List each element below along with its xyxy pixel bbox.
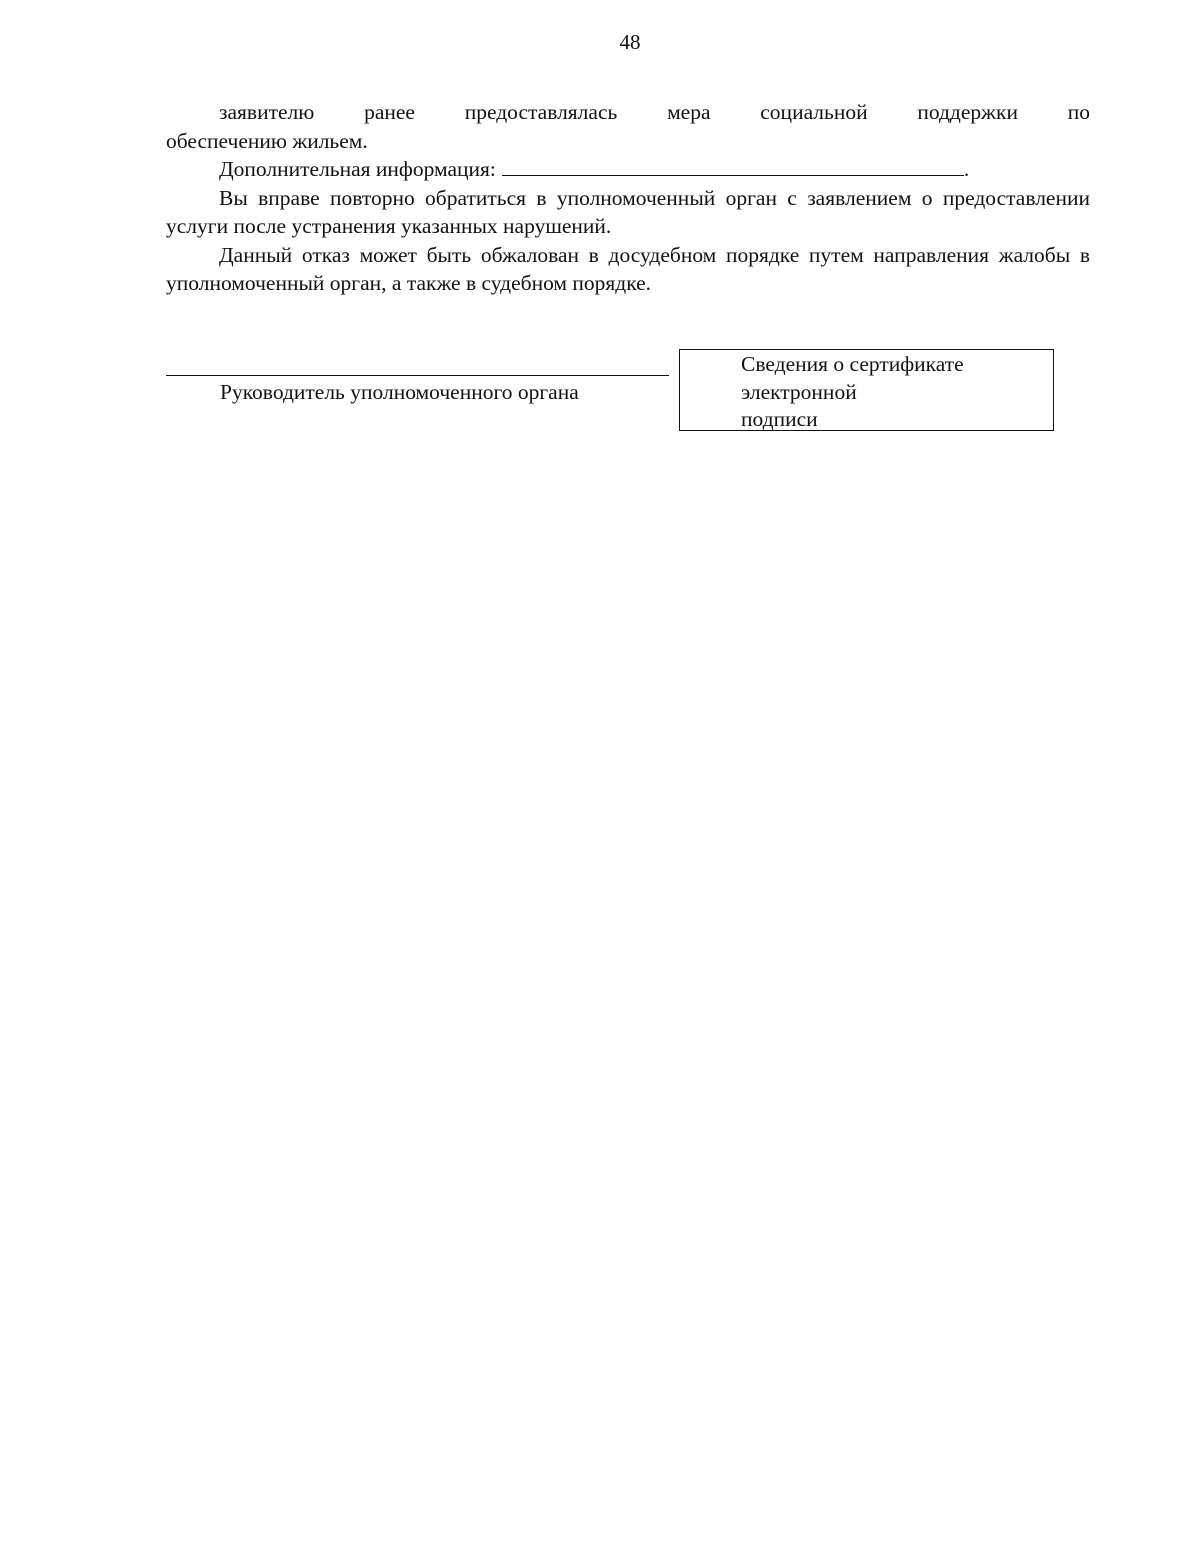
page-number: 48 bbox=[619, 30, 641, 54]
paragraph-support-measure bbox=[166, 98, 1090, 127]
paragraph-support-measure-cont bbox=[166, 127, 1090, 156]
certificate-box-line3: подписи bbox=[741, 407, 818, 431]
signature-line bbox=[166, 375, 669, 376]
paragraph-appeal: Данный отказ может быть обжалован в досудебном порядке путем направления жалобы в уполномоченный орган, а также в судебном порядке. bbox=[166, 242, 1090, 295]
additional-info-label: Дополнительная информация: bbox=[219, 157, 496, 181]
additional-info-blank bbox=[502, 155, 964, 176]
additional-info-period: . bbox=[963, 157, 970, 181]
additional-info-row bbox=[166, 155, 1090, 184]
signature-label: Руководитель уполномоченного органа bbox=[220, 380, 579, 404]
paragraph-support-measure-line2: обеспечению жильем. bbox=[166, 128, 368, 153]
certificate-box-line2: электронной bbox=[741, 380, 857, 404]
paragraph-support-measure-line1: заявителю ранее предоставлялась мера социальной поддержки по bbox=[219, 100, 1090, 124]
certificate-box-line1: Сведения о сертификате bbox=[741, 352, 964, 376]
certificate-box bbox=[679, 349, 1054, 431]
paragraph-reapply: Вы вправе повторно обратиться в уполномоченный орган с заявлением о предоставлении услуги после устранения указанных нарушений. bbox=[166, 185, 1090, 238]
document-body bbox=[166, 98, 1090, 298]
